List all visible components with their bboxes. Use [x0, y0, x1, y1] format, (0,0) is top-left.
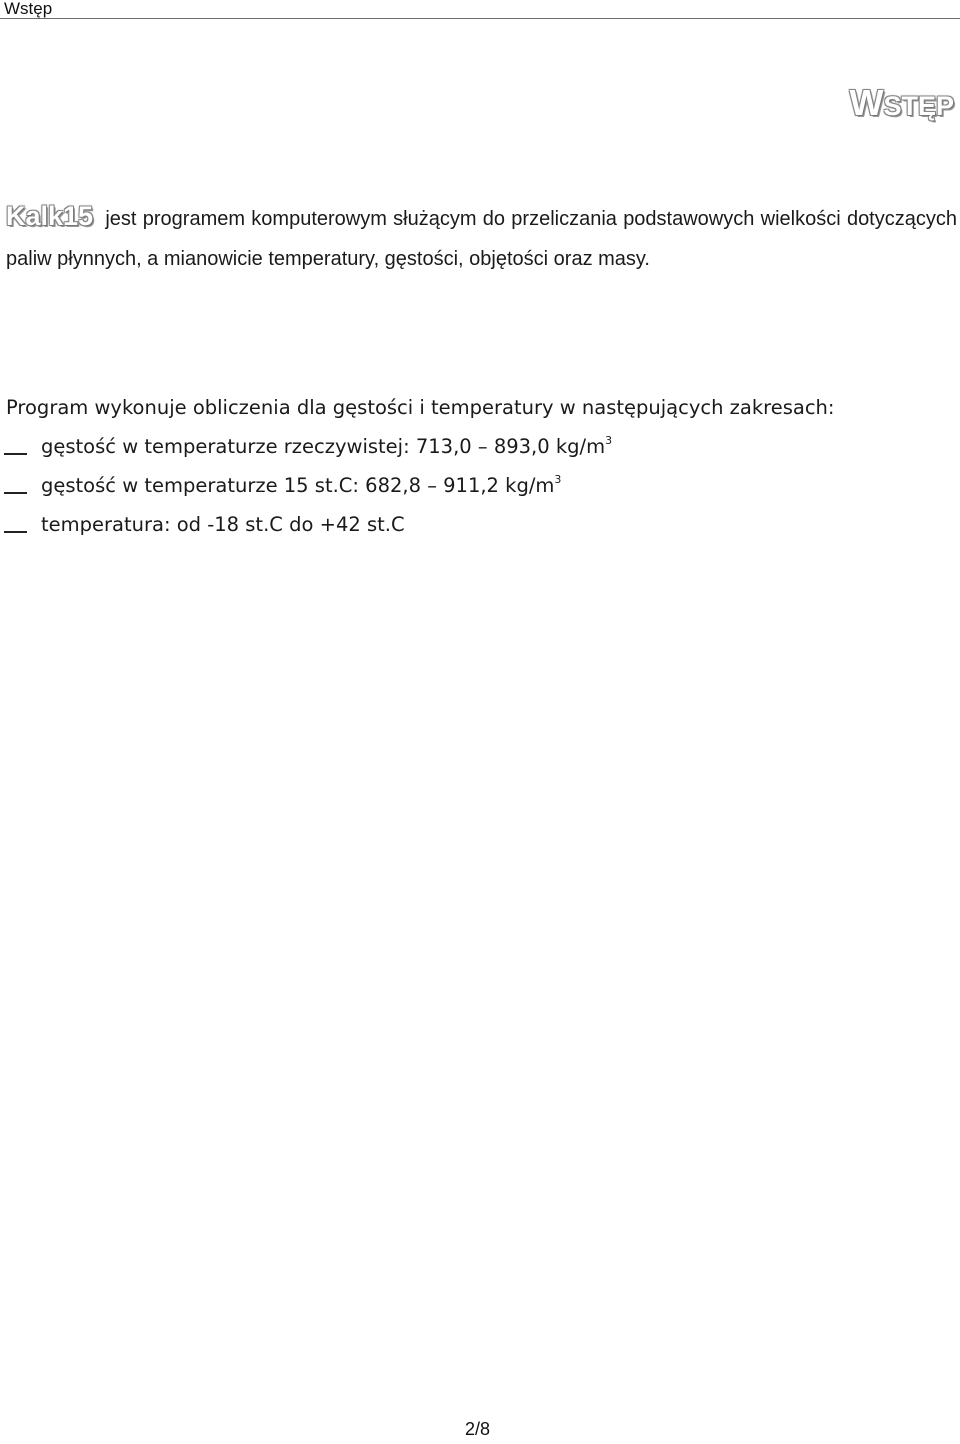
range-text: [41, 469, 561, 503]
page-title: [849, 82, 954, 124]
superscript: 3: [554, 473, 562, 486]
app-name: Kalk15: [6, 201, 94, 231]
range-text: [41, 430, 612, 464]
header-rule: [0, 18, 960, 19]
range-value: temperatura: od -18 st.C do +42 st.C: [41, 513, 405, 536]
dash-bullet-icon: [4, 531, 27, 533]
range-value: gęstość w temperaturze rzeczywistej: 713,0 – 893,0 kg/m: [41, 435, 606, 458]
running-header-title: Wstęp: [4, 0, 53, 18]
dash-bullet-icon: [4, 492, 27, 494]
superscript: 3: [605, 434, 613, 447]
intro-paragraph: [6, 196, 957, 279]
page-title-initial: W: [849, 82, 884, 123]
page-number: 2/8: [465, 1419, 491, 1439]
range-text: [41, 508, 405, 542]
ranges-intro: Program wykonuje obliczenia dla gęstości i temperatury w następujących zakresach:: [6, 396, 835, 419]
page-title-rest: STĘP: [883, 91, 954, 121]
intro-text: jest programem komputerowym służącym do przeliczania podstawowych wielkości dotyczących paliw płynnych, a mianowicie temperatury, gęstości, objętości oraz masy.: [6, 208, 957, 270]
dash-bullet-icon: [4, 453, 27, 455]
range-value: gęstość w temperaturze 15 st.C: 682,8 – 911,2 kg/m: [41, 474, 555, 497]
